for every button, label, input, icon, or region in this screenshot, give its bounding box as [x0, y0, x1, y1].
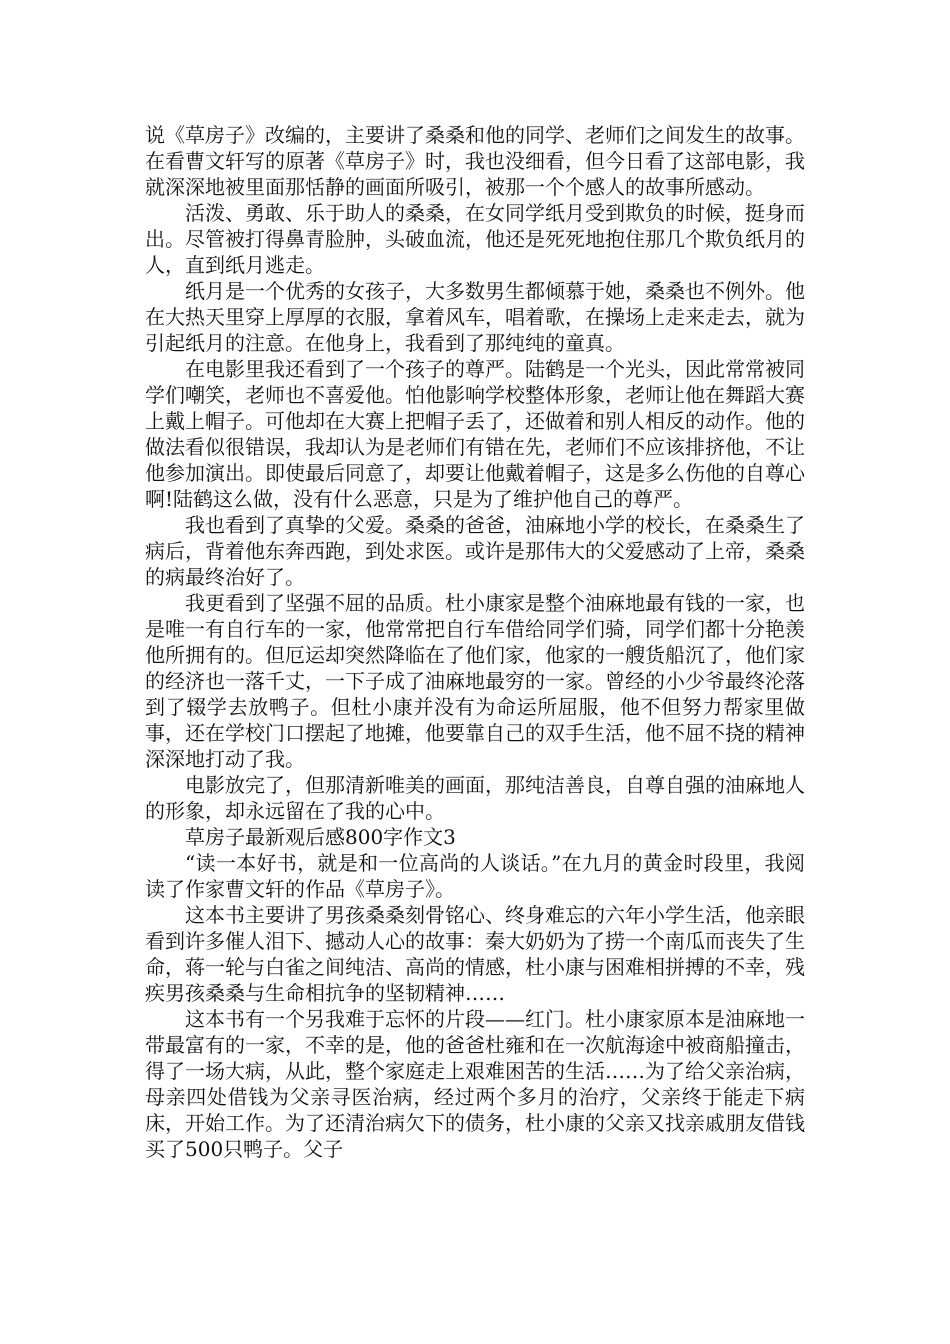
paragraph-movie-ended: 电影放完了，但那清新唯美的画面，那纯洁善良，自尊自强的油麻地人的形象，却永远留在了我的心中。 [145, 773, 805, 823]
paragraph-duxiaokang: 我更看到了坚强不屈的品质。杜小康家是整个油麻地最有钱的一家，也是唯一有自行车的一家，他常常把自行车借给同学们骑，同学们都十分艳羡他所拥有的。但厄运却突然降临在了他们家，他家的一艘货船沉了，他们家的经济也一落千丈，一下子成了油麻地最穷的一家。曾经的小少爷最终沦落到了辍学去放鸭子。但杜小康并没有为命运所屈服，他不但努力帮家里做事，还在学校门口摆起了地摊，他要靠自己的双手生活，他不屈不挠的精神深深地打动了我。 [145, 591, 805, 771]
paragraph-book-summary: 这本书主要讲了男孩桑桑刻骨铭心、终身难忘的六年小学生活，他亲眼看到许多催人泪下、撼动人心的故事：秦大奶奶为了捞一个南瓜而丧失了生命，蒋一轮与白雀之间纯洁、高尚的情感，杜小康与困难相拼搏的不幸，残疾男孩桑桑与生命相抗争的坚韧精神…… [145, 903, 805, 1005]
paragraph-zhiyue: 纸月是一个优秀的女孩子，大多数男生都倾慕于她，桑桑也不例外。他在大热天里穿上厚厚的衣服，拿着风车，唱着歌，在操场上走来走去，就为引起纸月的注意。在他身上，我看到了那纯纯的童真。 [145, 279, 805, 355]
essay-heading: 草房子最新观后感800字作文3 [185, 825, 456, 849]
paragraph-continued: 说《草房子》改编的，主要讲了桑桑和他的同学、老师们之间发生的故事。在看曹文轩写的原著《草房子》时，我也没细看，但今日看了这部电影，我就深深地被里面那恬静的画面所吸引，被那一个个感人的故事所感动。 [145, 123, 805, 199]
paragraph-father-love: 我也看到了真挚的父爱。桑桑的爸爸，油麻地小学的校长，在桑桑生了病后，背着他东奔西跑，到处求医。或许是那伟大的父爱感动了上帝，桑桑的病最终治好了。 [145, 513, 805, 589]
document-page [145, 122, 805, 1162]
paragraph-sangsang-brave: 活泼、勇敢、乐于助人的桑桑，在女同学纸月受到欺负的时候，挺身而出。尽管被打得鼻青脸肿，头破血流，他还是死死地抱住那几个欺负纸月的人，直到纸月逃走。 [145, 201, 805, 277]
paragraph-good-book: “读一本好书，就是和一位高尚的人谈话。”在九月的黄金时段里，我阅读了作家曹文轩的作品《草房子》。 [145, 851, 805, 901]
paragraph-luhe-dignity: 在电影里我还看到了一个孩子的尊严。陆鹤是一个光头，因此常常被同学们嘲笑，老师也不喜爱他。怕他影响学校整体形象，老师让他在舞蹈大赛上戴上帽子。可他却在大赛上把帽子丢了，还做着和别人相反的动作。他的做法看似很错误，我却认为是老师们有错在先，老师们不应该排挤他，不让他参加演出。即使最后同意了，却要让他戴着帽子，这是多么伤他的自尊心啊!陆鹤这么做，没有什么恶意，只是为了维护他自己的尊严。 [145, 357, 805, 511]
paragraph-red-gate: 这本书有一个另我难于忘怀的片段——红门。杜小康家原本是油麻地一带最富有的一家，不幸的是，他的爸爸杜雍和在一次航海途中被商船撞击，得了一场大病，从此，整个家庭走上艰难困苦的生活……为了给父亲治病，母亲四处借钱为父亲寻医治病，经过两个多月的治疗，父亲终于能走下病床，开始工作。为了还清治病欠下的债务，杜小康的父亲又找亲戚朋友借钱买了500只鸭子。父子 [145, 1007, 805, 1161]
